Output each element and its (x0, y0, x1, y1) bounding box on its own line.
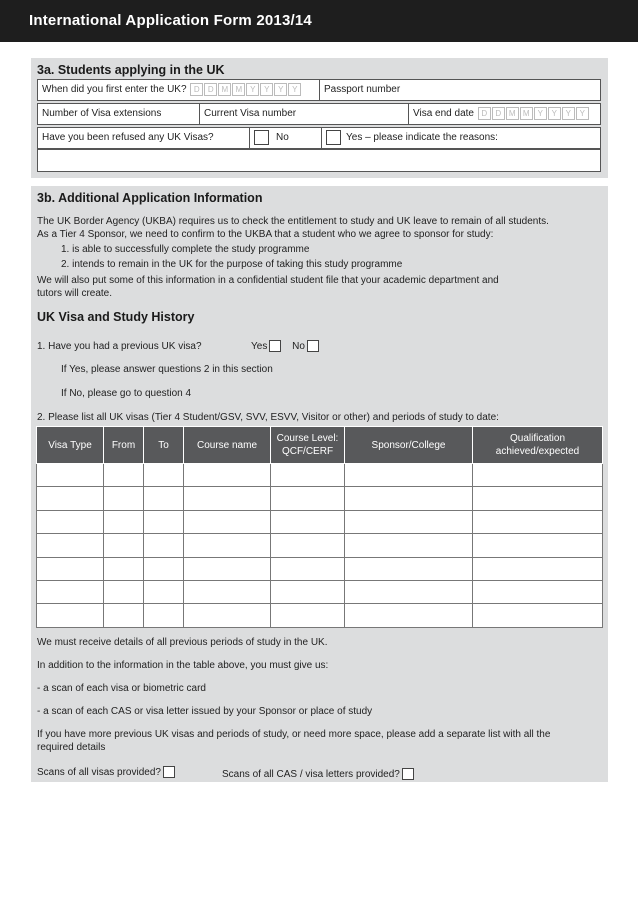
q1-text: 1. Have you had a previous UK visa? (37, 341, 202, 352)
table-cell-input[interactable] (37, 604, 104, 627)
refused-yes-label: Yes – please indicate the reasons: (346, 132, 498, 143)
note-all-periods: We must receive details of all previous periods of study in the UK. (37, 637, 328, 648)
date-digit-box[interactable]: Y (288, 83, 301, 96)
table-column-header: Course name (184, 427, 271, 464)
current-visa-label: Current Visa number (204, 108, 297, 119)
date-digit-box[interactable]: D (190, 83, 203, 96)
scans-cas-question (222, 768, 414, 782)
table-row (37, 487, 603, 510)
scans-visas-label: Scans of all visas provided? (37, 767, 161, 778)
table-cell-input[interactable] (144, 487, 184, 510)
refused-no-label: No (276, 132, 289, 143)
table-column-header: From (104, 427, 144, 464)
visa-end-date-boxes[interactable] (477, 108, 589, 119)
table-cell-input[interactable] (37, 510, 104, 533)
note-additional-info: In addition to the information in the table above, you must give us: (37, 660, 329, 671)
table-cell-input[interactable] (473, 487, 603, 510)
q2-text: 2. Please list all UK visas (Tier 4 Student/GSV, SVV, ESVV, Visitor or other) and periods of study to date: (37, 412, 499, 423)
table-cell-input[interactable] (473, 534, 603, 557)
table-row (37, 534, 603, 557)
table-cell-input[interactable] (345, 557, 473, 580)
date-digit-box[interactable]: M (218, 83, 231, 96)
first-entry-field[interactable] (38, 80, 320, 100)
table-cell-input[interactable] (184, 510, 271, 533)
date-digit-box[interactable]: Y (548, 107, 561, 120)
refused-no-cell (250, 128, 322, 148)
table-cell-input[interactable] (104, 580, 144, 603)
section-3a-title: 3a. Students applying in the UK (37, 63, 225, 77)
table-cell-input[interactable] (345, 604, 473, 627)
visa-end-label: Visa end date (413, 108, 474, 119)
table-cell-input[interactable] (271, 534, 345, 557)
table-cell-input[interactable] (144, 534, 184, 557)
table-cell-input[interactable] (37, 464, 104, 487)
date-digit-box[interactable]: Y (534, 107, 547, 120)
confidential-line-1: We will also put some of this information in a confidential student file that your academic department and (37, 275, 499, 286)
table-column-header: Visa Type (37, 427, 104, 464)
table-cell-input[interactable] (104, 510, 144, 533)
first-entry-label: When did you first enter the UK? (42, 84, 187, 95)
bullet-cas-scan: - a scan of each CAS or visa letter issued by your Sponsor or place of study (37, 706, 373, 717)
q1-options (251, 340, 319, 354)
table-cell-input[interactable] (104, 557, 144, 580)
table-cell-input[interactable] (345, 487, 473, 510)
table-cell-input[interactable] (184, 534, 271, 557)
table-cell-input[interactable] (144, 557, 184, 580)
date-digit-box[interactable]: M (506, 107, 519, 120)
table-cell-input[interactable] (104, 534, 144, 557)
section-3b-panel (31, 186, 608, 782)
table-cell-input[interactable] (104, 604, 144, 627)
table-column-header: Qualification achieved/expected (473, 427, 603, 464)
table-cell-input[interactable] (37, 534, 104, 557)
q1-yes-checkbox[interactable] (269, 340, 281, 352)
date-digit-box[interactable]: D (478, 107, 491, 120)
visa-extensions-field[interactable] (38, 104, 200, 124)
refused-row (37, 127, 601, 149)
date-digit-box[interactable]: D (204, 83, 217, 96)
visa-end-field[interactable] (409, 104, 600, 124)
sponsor-point-2: 2. intends to remain in the UK for the purpose of taking this study programme (61, 259, 403, 270)
date-digit-box[interactable]: Y (274, 83, 287, 96)
scans-visas-checkbox[interactable] (163, 766, 175, 778)
passport-row (319, 79, 601, 101)
table-cell-input[interactable] (473, 464, 603, 487)
page-title: International Application Form 2013/14 (29, 12, 312, 29)
table-cell-input[interactable] (271, 464, 345, 487)
history-title: UK Visa and Study History (37, 310, 195, 324)
first-entry-date-boxes[interactable] (189, 84, 301, 95)
q1-no-checkbox[interactable] (307, 340, 319, 352)
table-cell-input[interactable] (184, 487, 271, 510)
date-digit-box[interactable]: Y (260, 83, 273, 96)
table-cell-input[interactable] (271, 487, 345, 510)
date-digit-box[interactable]: Y (576, 107, 589, 120)
refused-no-checkbox[interactable] (254, 130, 269, 145)
table-column-header: Course Level: QCF/CERF (271, 427, 345, 464)
first-entry-row (37, 79, 321, 101)
table-header-row (37, 427, 603, 464)
table-cell-input[interactable] (37, 487, 104, 510)
table-cell-input[interactable] (473, 580, 603, 603)
intro-line-2: As a Tier 4 Sponsor, we need to confirm to the UKBA that a student who we agree to sponsor for study: (37, 229, 494, 240)
section-3b-title: 3b. Additional Application Information (37, 191, 263, 205)
table-row (37, 557, 603, 580)
table-cell-input[interactable] (345, 534, 473, 557)
refused-yes-checkbox[interactable] (326, 130, 341, 145)
refused-question (38, 128, 250, 148)
refused-yes-cell (322, 128, 600, 148)
scans-cas-checkbox[interactable] (402, 768, 414, 780)
table-cell-input[interactable] (271, 557, 345, 580)
intro-line-1: The UK Border Agency (UKBA) requires us to check the entitlement to study and UK leave to remain of all students. (37, 216, 549, 227)
if-yes-instruction: If Yes, please answer questions 2 in this section (61, 364, 273, 375)
page-header (0, 0, 638, 42)
table-cell-input[interactable] (104, 464, 144, 487)
table-cell-input[interactable] (345, 464, 473, 487)
date-digit-box[interactable]: D (492, 107, 505, 120)
scans-cas-label: Scans of all CAS / visa letters provided? (222, 769, 400, 780)
table-row (37, 464, 603, 487)
refused-label: Have you been refused any UK Visas? (42, 132, 214, 143)
table-cell-input[interactable] (184, 580, 271, 603)
bullet-visa-scan: - a scan of each visa or biometric card (37, 683, 206, 694)
table-cell-input[interactable] (144, 604, 184, 627)
date-digit-box[interactable]: Y (246, 83, 259, 96)
table-row (37, 604, 603, 627)
q1-yes-label: Yes (251, 341, 268, 352)
table-cell-input[interactable] (184, 604, 271, 627)
table-cell-input[interactable] (184, 464, 271, 487)
table-cell-input[interactable] (271, 604, 345, 627)
table-cell-input[interactable] (345, 580, 473, 603)
table-cell-input[interactable] (271, 510, 345, 533)
date-digit-box[interactable]: Y (562, 107, 575, 120)
current-visa-field[interactable] (200, 104, 409, 124)
table-row (37, 580, 603, 603)
table-cell-input[interactable] (345, 510, 473, 533)
table-cell-input[interactable] (37, 580, 104, 603)
confidential-line-2: tutors will create. (37, 288, 113, 299)
table-cell-input[interactable] (473, 510, 603, 533)
table-cell-input[interactable] (144, 510, 184, 533)
section-3a-panel (31, 58, 608, 178)
more-space-line-1: If you have more previous UK visas and periods of study, or need more space, please add a separate list with all the (37, 729, 551, 740)
table-cell-input[interactable] (184, 557, 271, 580)
scans-visas-question (37, 766, 175, 780)
table-cell-input[interactable] (104, 487, 144, 510)
table-cell-input[interactable] (144, 464, 184, 487)
passport-label: Passport number (324, 84, 401, 95)
table-column-header: To (144, 427, 184, 464)
table-body (37, 464, 603, 628)
visa-history-table (36, 426, 603, 628)
table-cell-input[interactable] (473, 557, 603, 580)
table-column-header: Sponsor/College (345, 427, 473, 464)
more-space-line-2: required details (37, 742, 106, 753)
table-cell-input[interactable] (473, 604, 603, 627)
passport-field[interactable] (320, 80, 600, 100)
date-digit-box[interactable]: M (232, 83, 245, 96)
visa-info-row (37, 103, 601, 125)
table-cell-input[interactable] (37, 557, 104, 580)
refused-reasons-field[interactable] (37, 149, 601, 172)
table-cell-input[interactable] (271, 580, 345, 603)
table-row (37, 510, 603, 533)
if-no-instruction: If No, please go to question 4 (61, 388, 192, 399)
table-cell-input[interactable] (144, 580, 184, 603)
sponsor-point-1: 1. is able to successfully complete the study programme (61, 244, 310, 255)
date-digit-box[interactable]: M (520, 107, 533, 120)
q1-no-label: No (292, 341, 305, 352)
visa-extensions-label: Number of Visa extensions (42, 108, 162, 119)
